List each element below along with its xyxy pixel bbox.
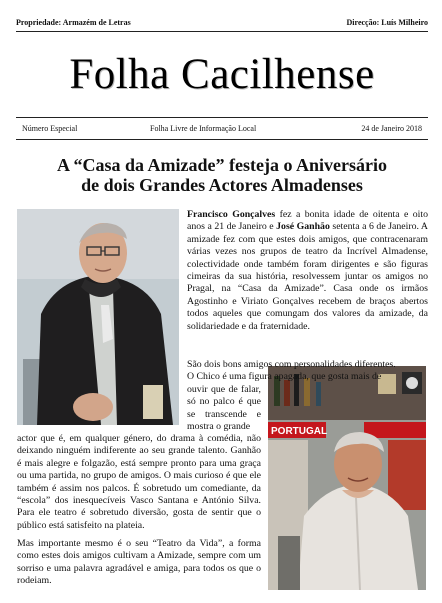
article-paragraph-2-narrow: ouvir que de falar, só no palco é que se transcende e mostra o grande (187, 384, 261, 433)
article-paragraph-2-continued: actor que é, em qualquer género, do drama à comédia, não deixando ninguém indiferente ao seu grande talento. Ganhão é mais alegre e folgazão, está sempre pronto para uma graça ou uma partida, no grupo de amigos. O mais curioso é que ele também é assim nos palcos. É sobretudo um comediante, da “escola” dos inesquecíveis Vasco Santana e António Silva. Para ele teatro é sobretudo diversão, gosta de sentir que o público está satisfeito na plateia. (17, 433, 261, 531)
article-paragraph-3: Mas importante mesmo é o seu “Teatro da Vida”, a forma como estes dois amigos cultivam a Amizade, sempre com um sorriso e uma palavra agradável e amiga, para todos os que o rodeiam. (17, 538, 261, 587)
name-francisco: Francisco Gonçalves (187, 209, 276, 220)
edition-label: Número Especial (22, 124, 78, 133)
ownership-label: Propriedade: Armazém de Letras (16, 18, 131, 27)
name-ganhao: José Ganhão (276, 221, 330, 233)
portrait-man-in-bar-icon (268, 366, 426, 590)
portrait-elderly-man-icon (17, 209, 179, 425)
issue-date: 24 de Janeiro 2018 (361, 124, 422, 133)
article-paragraph-1: Francisco Gonçalves fez a bonita idade de oitenta e oito anos a 21 de Janeiro e José Ganhão setenta a 6 de Janeiro. A amizade fez com que estes dois amigos, que contracenaram várias vezes nos grupos de teatro da Incrível Almadense, colectividade onde também foram dirigentes e são figuras cimeiras da sua história, resolvessem juntar os amigos no Pragal, na “Casa da Amizade”. Casa onde os irmãos Agostinho e Viriato Gonçalves recebem de braços abertos todos aqueles que comungam dos valores da amizade, da solidariedade e da fraternidade. (187, 209, 428, 332)
article-headline: A “Casa da Amizade” festeja o Aniversário de dois Grandes Actores Almadenses (57, 155, 387, 195)
tagline: Folha Livre de Informação Local (150, 124, 257, 133)
article-paragraph-2-line2: O Chico é uma figura apagada, que gosta mais de (187, 371, 382, 382)
top-rule (16, 31, 428, 32)
photo-francisco-goncalves (17, 209, 179, 425)
newspaper-page (16, 0, 428, 603)
masthead-title: Folha Cacilhense (69, 51, 375, 98)
article-paragraph-2-intro: São dois bons amigos com personalidades diferentes. (187, 359, 396, 370)
portugal-sign-text: PORTUGAL (271, 426, 328, 437)
masthead-rule (16, 117, 428, 118)
edition-rule (16, 139, 428, 140)
photo-jose-ganhao (268, 366, 426, 590)
director-label: Direcção: Luís Milheiro (346, 18, 428, 27)
